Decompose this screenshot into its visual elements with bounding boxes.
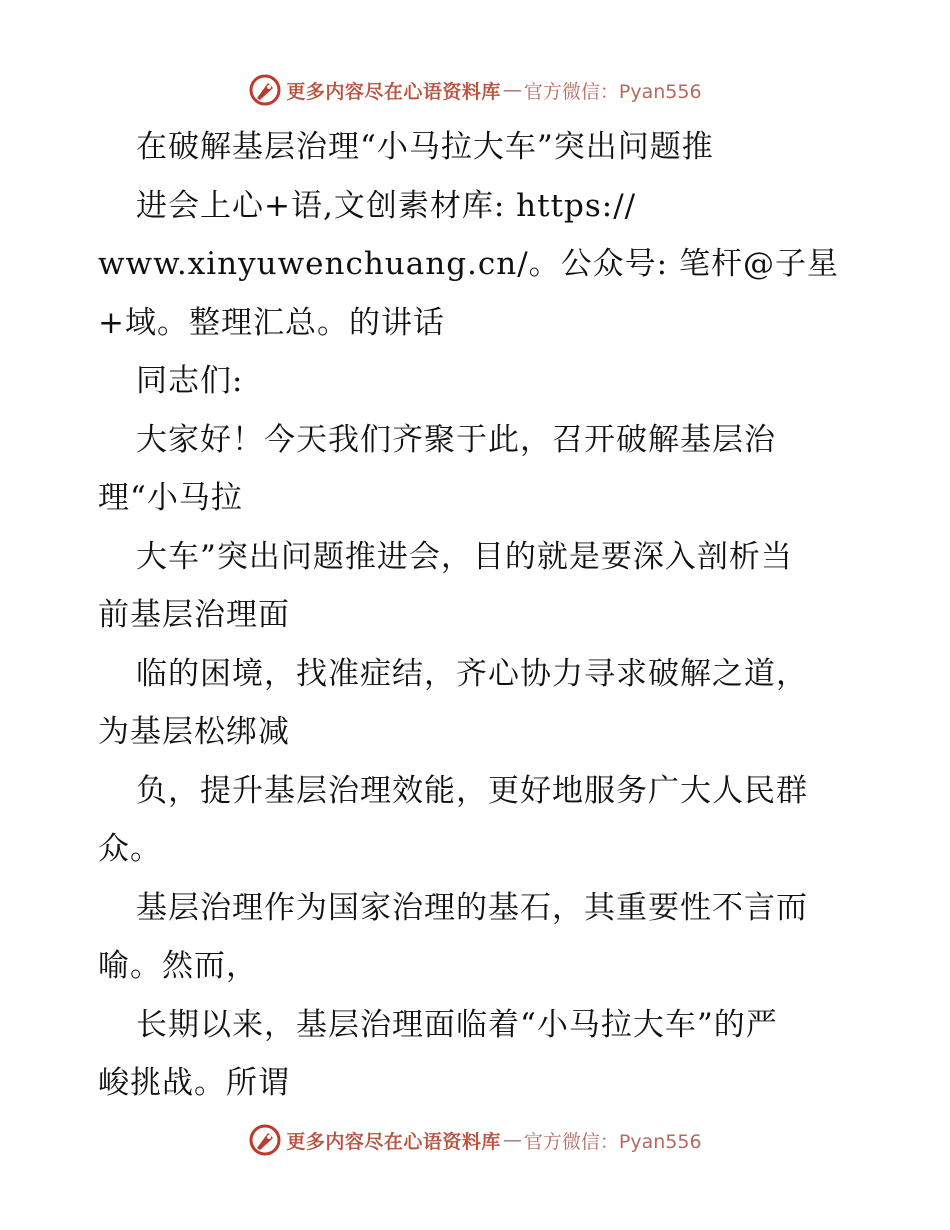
text-line: 临的困境，找准症结，齐心协力寻求破解之道， (136, 655, 808, 692)
text-line: 众。 (98, 831, 162, 867)
document-body (98, 118, 858, 1113)
banner-main-text: 更多内容尽在心语资料库 (286, 80, 501, 103)
banner-contact-text: 官方微信：Pyan556 (523, 1130, 702, 1153)
banner-dash: — (502, 79, 522, 101)
banner-dash: — (502, 1129, 522, 1151)
text-line: 同志们: (136, 363, 244, 399)
text-line: 为基层松绑减 (98, 714, 290, 750)
text-line: 大车”突出问题推进会，目的就是要深入剖析当 (136, 538, 793, 575)
text-line: 基层治理作为国家治理的基石，其重要性不言而 (136, 889, 808, 926)
footer-banner (0, 1120, 950, 1160)
text-line: 进会上心+语,文创素材库: https:// (136, 187, 637, 224)
text-line: 长期以来，基层治理面临着“小马拉大车”的严 (136, 1006, 778, 1043)
text-line: www.xinyuwenchuang.cn/。公众号: 笔杆@子星 (98, 246, 839, 282)
banner-contact-text: 官方微信：Pyan556 (523, 80, 702, 103)
text-line: 大家好！今天我们齐聚于此，召开破解基层治 (136, 421, 776, 458)
text-line: 峻挑战。所谓 (98, 1065, 290, 1101)
text-line: 理“小马拉 (98, 480, 243, 516)
pen-nib-logo-icon (248, 73, 282, 107)
text-line: 前基层治理面 (98, 597, 290, 633)
banner-main-text: 更多内容尽在心语资料库 (286, 1130, 501, 1153)
text-line: +域。整理汇总。的讲话 (98, 304, 445, 341)
text-line: 负，提升基层治理效能，更好地服务广大人民群 (136, 772, 808, 809)
text-line: 在破解基层治理“小马拉大车”突出问题推 (136, 129, 714, 165)
pen-nib-logo-icon (248, 1123, 282, 1157)
header-banner (0, 70, 950, 110)
text-line: 喻。然而， (98, 948, 258, 984)
